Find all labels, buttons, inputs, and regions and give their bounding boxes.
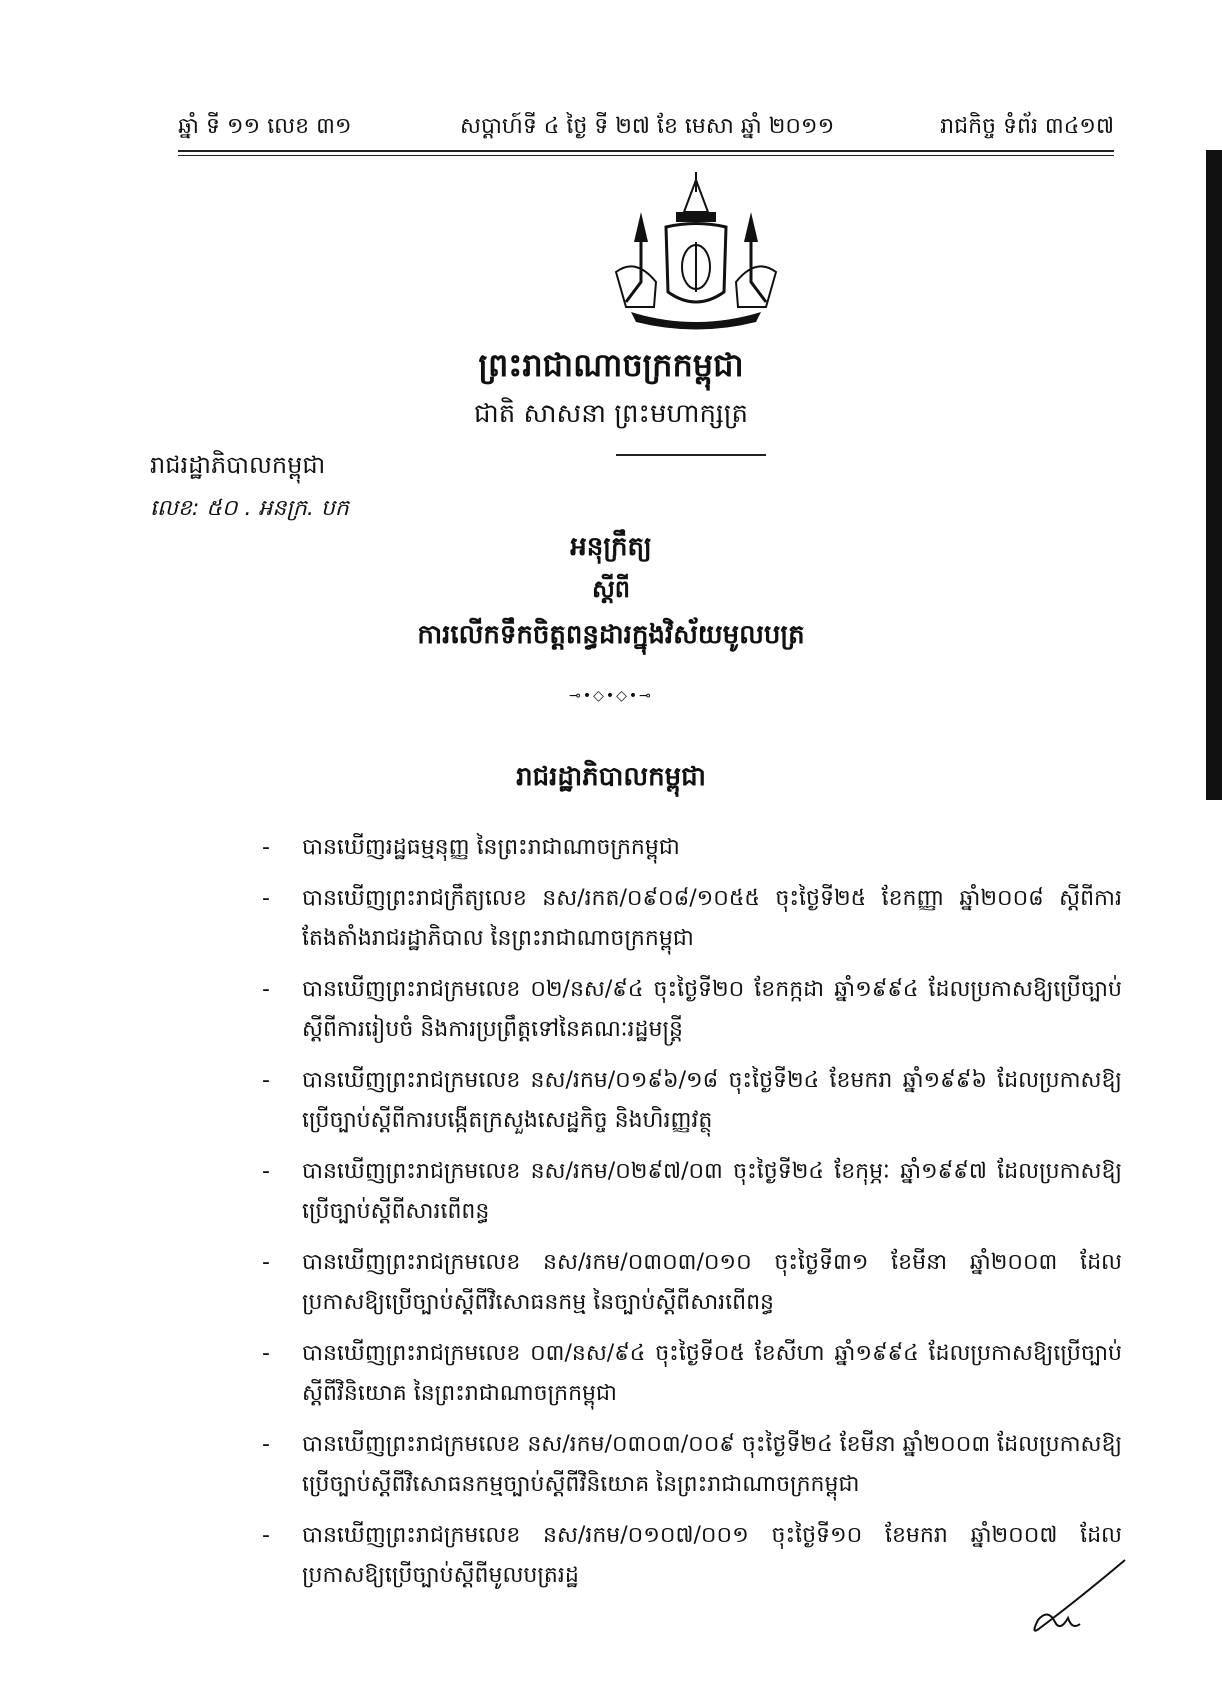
royal-coat-of-arms-icon	[606, 172, 786, 332]
bullet: -	[262, 1432, 270, 1457]
national-motto: ជាតិ សាសនា ព្រះមហាក្សត្រ	[474, 399, 748, 429]
list-item	[262, 828, 1122, 868]
list-item	[262, 1425, 1122, 1505]
issuer-heading: រាជរដ្ឋាភិបាលកម្ពុជា	[516, 762, 706, 792]
list-item-text: បានឃើញព្រះរាជក្រមលេខ នស/រកម/០២៩៧/០៣ ចុះថ្ងៃទី២៤ ខែកុម្ភៈ ឆ្នាំ១៩៩៧ ដែលប្រកាសឱ្យប្រើច្បាប់ស្តីពីសារពើពន្ធ	[302, 1159, 1122, 1224]
scan-edge-shadow	[1206, 150, 1222, 800]
list-item-text: បានឃើញព្រះរាជក្រមលេខ នស/រកម/០១០៧/០០១ ចុះថ្ងៃទី១០ ខែមករា ឆ្នាំ២០០៧ ដែលប្រកាសឱ្យប្រើច្បាប់ស្តីពីមូលបត្ររដ្ឋ	[302, 1523, 1122, 1588]
header-divider	[178, 150, 1114, 152]
list-item-text: បានឃើញព្រះរាជក្រមលេខ ០២/នស/៩៤ ចុះថ្ងៃទី២០ ខែកក្កដា ឆ្នាំ១៩៩៤ ដែលប្រកាសឱ្យប្រើច្បាប់ស្តីពីការរៀបចំ និងការប្រព្រឹត្តទៅនៃគណៈរដ្ឋមន្ត្រី	[302, 977, 1122, 1042]
ornament-divider: ⊸•◇•◇•⊸	[569, 688, 653, 704]
list-item-text: បានឃើញព្រះរាជក្រមលេខ នស/រកម/០១៩៦/១៨ ចុះថ្ងៃទី២៤ ខែមករា ឆ្នាំ១៩៩៦ ដែលប្រកាសឱ្យប្រើច្បាប់ស្តីពីការបង្កើតក្រសួងសេដ្ឋកិច្ច និងហិរញ្ញវត្ថុ	[302, 1068, 1122, 1133]
list-item-text: បានឃើញព្រះរាជក្រឹត្យលេខ នស/រកត/០៩០៨/១០៥៥ ចុះថ្ងៃទី២៥ ខែកញ្ញា ឆ្នាំ២០០៨ ស្តីពីការតែងតាំងរាជរដ្ឋាភិបាល នៃព្រះរាជាណាចក្រកម្ពុជា	[302, 886, 1122, 951]
list-item-text: បានឃើញព្រះរាជក្រមលេខ នស/រកម/០៣០៣/០០៩ ចុះថ្ងៃទី២៤ ខែមីនា ឆ្នាំ២០០៣ ដែលប្រកាសឱ្យប្រើច្បាប់ស្តីពីវិសោធនកម្មច្បាប់ស្តីពីវិនិយោគ នៃព្រះរាជាណាចក្រកម្ពុជា	[302, 1432, 1122, 1497]
bullet: -	[262, 886, 270, 911]
document-subject: ការលើកទឹកចិត្តពន្ធដារក្នុងវិស័យមូលបត្រ	[417, 620, 805, 650]
bullet: -	[262, 1250, 270, 1275]
preamble-list	[262, 828, 1122, 1607]
signature-icon	[1020, 1558, 1130, 1638]
list-item	[262, 879, 1122, 959]
list-item	[262, 1334, 1122, 1414]
list-item	[262, 1243, 1122, 1323]
about-label: ស្តីពី	[591, 575, 631, 603]
issuing-authority: រាជរដ្ឋាភិបាលកម្ពុជា	[150, 451, 326, 479]
header-divider-thin	[178, 155, 1114, 156]
bullet: -	[262, 1068, 270, 1093]
list-item-text: បានឃើញរដ្ឋធម្មនុញ្ញ នៃព្រះរាជាណាចក្រកម្ពុជា	[302, 835, 680, 860]
document-number: លេខ: ៥០ . អនក្រ. បក	[150, 496, 349, 521]
list-item-text: បានឃើញព្រះរាជក្រមលេខ នស/រកម/០៣០៣/០១០ ចុះថ្ងៃទី៣១ ខែមីនា ឆ្នាំ២០០៣ ដែលប្រកាសឱ្យប្រើច្បាប់ស្តីពីវិសោធនកម្ម នៃច្បាប់ស្តីពីសារពើពន្ធ	[302, 1250, 1122, 1315]
gazette-date: សប្តាហ៍ទី ៤ ថ្ងៃ ទី ២៧ ខែ មេសា ឆ្នាំ ២០១១	[460, 114, 835, 139]
list-item	[262, 1061, 1122, 1141]
kingdom-title: ព្រះរាជាណាចក្រកម្ពុជា	[478, 346, 744, 384]
bullet: -	[262, 1523, 270, 1548]
gazette-issue: ឆ្នាំ ទី ១១ លេខ ៣១	[178, 114, 352, 139]
list-item	[262, 1516, 1122, 1596]
document-type: អនុក្រឹត្យ	[570, 532, 652, 562]
list-item	[262, 970, 1122, 1050]
motto-divider	[616, 454, 766, 456]
bullet: -	[262, 977, 270, 1002]
list-item	[262, 1152, 1122, 1232]
list-item-text: បានឃើញព្រះរាជក្រមលេខ ០៣/នស/៩៤ ចុះថ្ងៃទី០៥ ខែសីហា ឆ្នាំ១៩៩៤ ដែលប្រកាសឱ្យប្រើច្បាប់ស្តីពីវិនិយោគ នៃព្រះរាជាណាចក្រកម្ពុជា	[302, 1341, 1122, 1406]
bullet: -	[262, 1341, 270, 1366]
bullet: -	[262, 1159, 270, 1184]
bullet: -	[262, 835, 270, 860]
gazette-page: រាជកិច្ច ទំព័រ ៣៤១៧	[940, 114, 1114, 139]
